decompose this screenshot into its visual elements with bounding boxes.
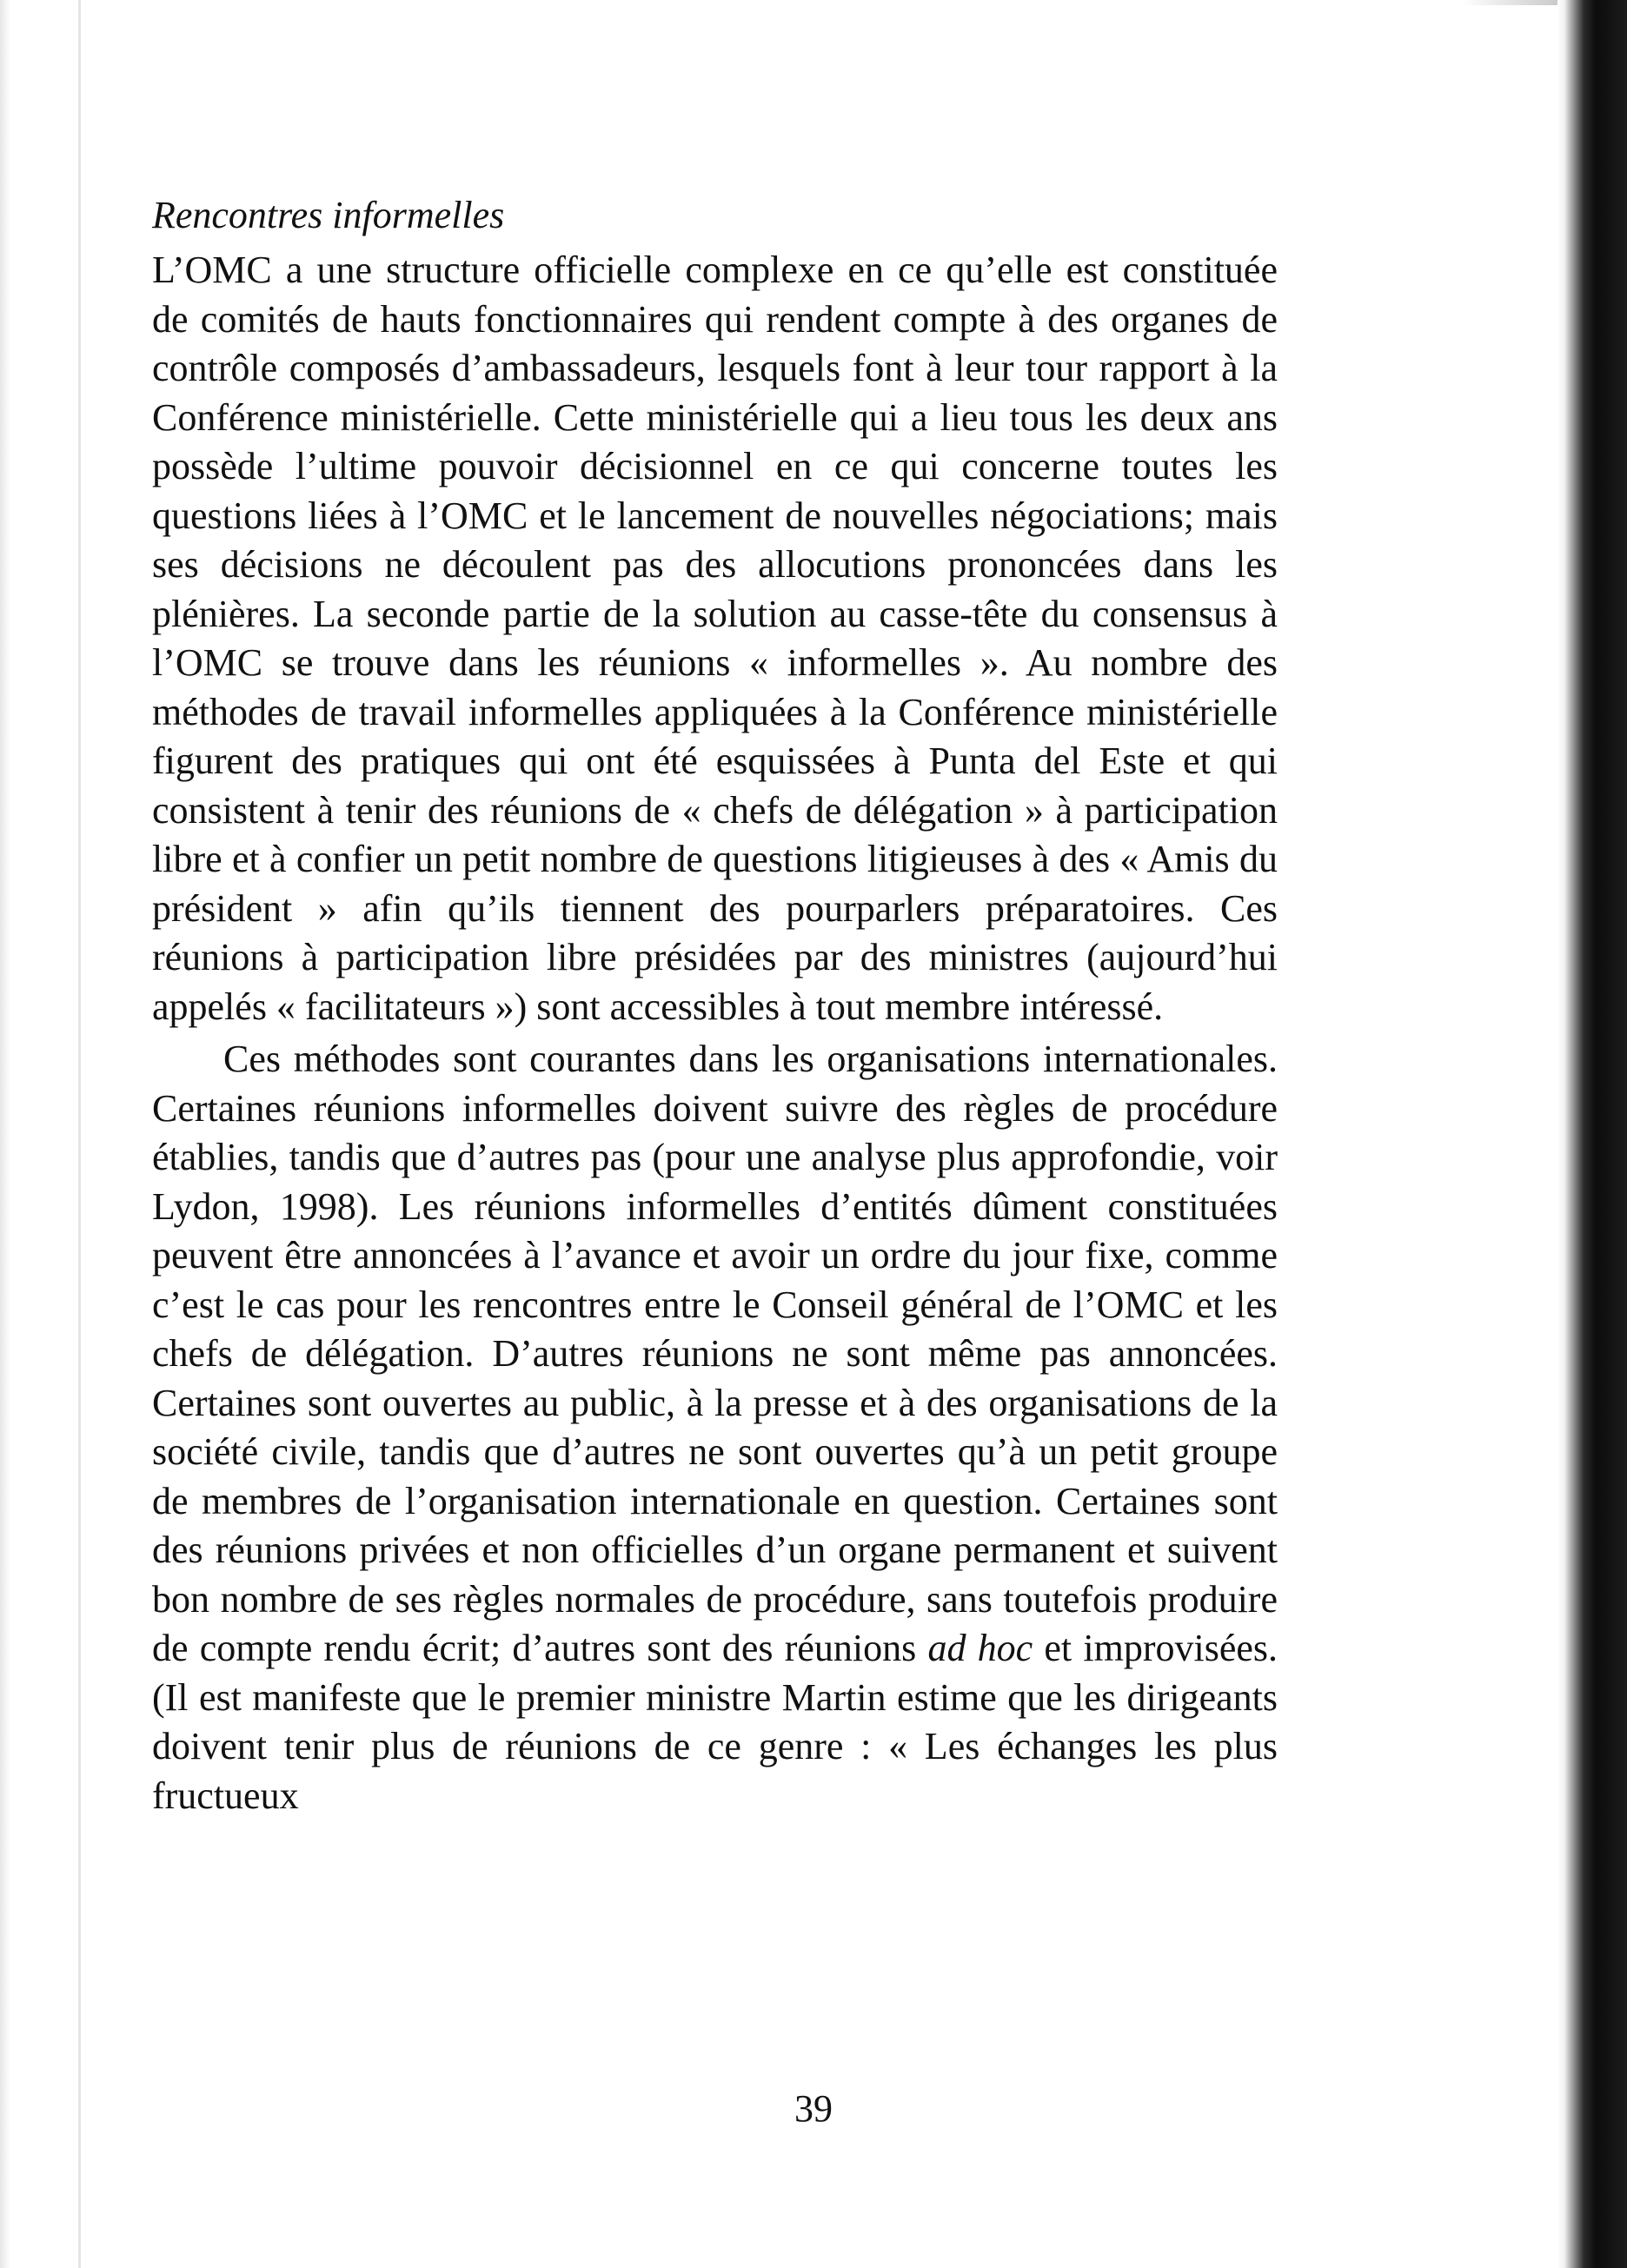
binding-top-shadow (1462, 0, 1557, 5)
book-binding-edge (1557, 0, 1627, 2268)
page-number: 39 (794, 2087, 833, 2130)
paragraph-2-text-after: et improvisées. (Il est manifeste que le premier ministre Martin estime que les dirigeants doivent tenir plus de réunions de ce genre : « Les échanges les plus fructueux (152, 1627, 1278, 1817)
paragraph-1: L’OMC a une structure officielle complexe en ce qu’elle est constituée de comités de hauts fonctionnaires qui rendent compte à des organes de contrôle composés d’ambassadeurs, lesquels font à leur tour rapport à la Conférence ministérielle. Cette ministérielle qui a lieu tous les deux ans possède l’ultime pouvoir décisionnel en ce qui concerne toutes les questions liées à l’OMC et le lancement de nouvelles négociations; mais ses décisions ne découlent pas des allocutions prononcées dans les plénières. La seconde partie de la solution au casse-tête du consensus à l’OMC se trouve dans les réunions « informelles ». Au nombre des méthodes de travail informelles appliquées à la Conférence ministérielle figurent des pratiques qui ont été esquissées à Punta del Este et qui consistent à tenir des réunions de « chefs de délégation » à participation libre et à confier un petit nombre de questions litigieuses à des « Amis du président » afin qu’ils tiennent des pourparlers préparatoires. Ces réunions à participation libre présidées par des ministres (aujourd’hui appelés « facilitateurs ») sont accessibles à tout membre intéressé. (152, 249, 1278, 1028)
page-margin-line (78, 0, 81, 2268)
section-heading: Rencontres informelles (152, 194, 505, 236)
paragraph-2-text: Ces méthodes sont courantes dans les organisations internationales. Certaines réunions informelles doivent suivre des règles de procédure établies, tandis que d’autres pas (pour une analyse plus approfondie, voir Lydon, 1998). Les réunions informelles d’entités dûment constituées peuvent être annoncées à l’avance et avoir un ordre du jour fixe, comme c’est le cas pour les rencontres entre le Conseil général de l’OMC et les chefs de délégation. D’autres réunions ne sont même pas annoncées. Certaines sont ouvertes au public, à la presse et à des organisations de la société civile, tandis que d’autres ne sont ouvertes qu’à un petit groupe de membres de l’organisation internationale en question. Certaines sont des réunions privées et non officielles d’un organe permanent et suivent bon nombre de ses règles normales de procédure, sans toutefois produire de compte rendu écrit; d’autres sont des réunions (152, 1038, 1278, 1669)
page-left-shadow (0, 0, 10, 2268)
paragraph-2-italic-phrase: ad hoc (927, 1627, 1033, 1669)
paragraph-2 (152, 1035, 1278, 1820)
page-body (152, 191, 1278, 1820)
